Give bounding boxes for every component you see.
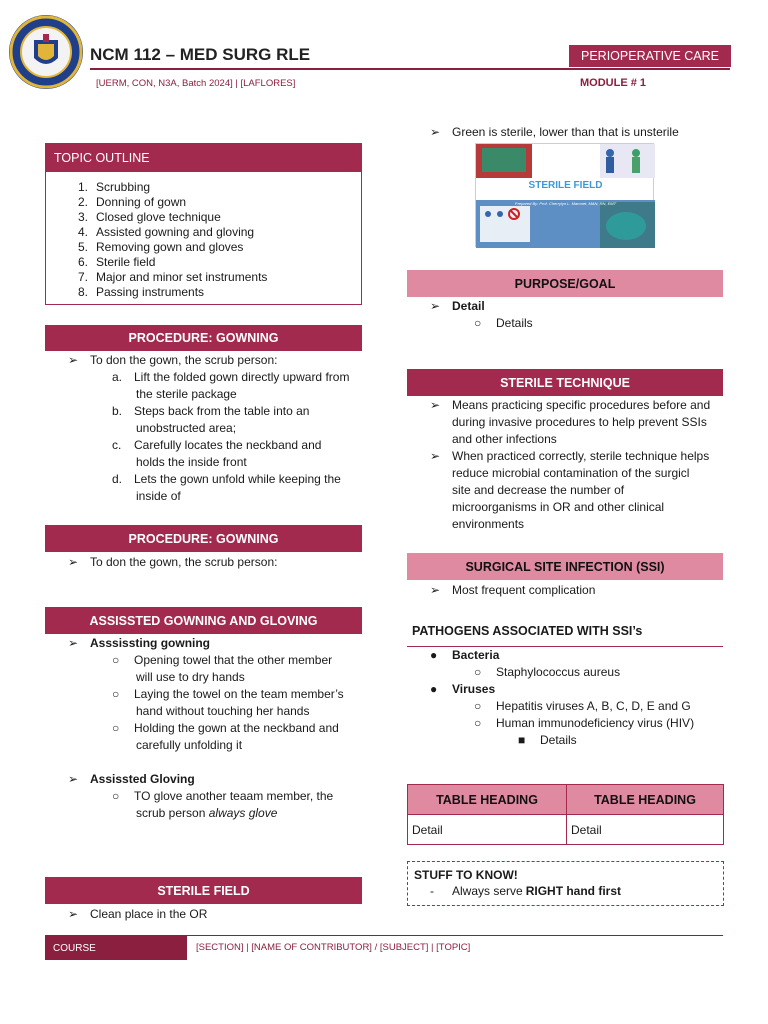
list-item: ■ Details — [518, 733, 577, 747]
arrow-bullet-icon: ➢ — [430, 125, 441, 139]
gowning-content: ➢ To don the gown, the scrub person: a. Lift the folded gown directly upward from the sterile package b. Steps back from the table into an unobstructed area; c. Carefully locates the neckband and holds the inside front d. Lets the gown unfold while keeping the inside of — [68, 352, 368, 505]
image-credit: Prepared By: Prof. Cherrylyn L. Maronet, MAN, RN, EMT — [514, 201, 617, 206]
arrow-bullet-icon: ➢ — [68, 353, 79, 367]
list-item: d. Lets the gown unfold while keeping the — [112, 472, 341, 486]
arrow-bullet-icon: ➢ — [430, 583, 441, 597]
topic-outline-heading: TOPIC OUTLINE — [46, 144, 361, 172]
gowning-intro: ➢ To don the gown, the scrub person: — [68, 555, 278, 569]
list-item: ○ Hepatitis viruses A, B, C, D, E and G — [474, 699, 691, 713]
list-item: b. Steps back from the table into an — [112, 404, 310, 418]
section-heading-gowning: PROCEDURE: GOWNING — [45, 525, 362, 552]
doc-title: NCM 112 – MED SURG RLE — [90, 45, 311, 64]
list-item: c. Carefully locates the neckband and — [112, 438, 322, 452]
list-item: ○ Holding the gown at the neckband and — [112, 721, 339, 735]
section-heading-sterile-field: STERILE FIELD — [45, 877, 362, 904]
list-item: a. Lift the folded gown directly upward from — [112, 370, 350, 384]
section-heading-ssi: SURGICAL SITE INFECTION (SSI) — [407, 553, 723, 580]
section-heading-technique: STERILE TECHNIQUE — [407, 369, 723, 396]
table-header: TABLE HEADING — [408, 785, 567, 815]
technique-content: ➢ Means practicing specific procedures before and during invasive procedures to help prevent SSIs and other infections ➢ When practiced correctly, sterile technique helps reduce microbial contamination of the surgicl site and decrease the number of microorganisms in OR and other clinical environments — [430, 398, 711, 531]
list-item: 1. Scrubbing — [77, 180, 151, 194]
ssi-item: ➢ Most frequent complication — [430, 583, 596, 597]
section-heading-purpose: PURPOSE/GOAL — [407, 270, 723, 297]
arrow-bullet-icon: ➢ — [68, 636, 79, 650]
arrow-bullet-icon: ➢ — [68, 907, 79, 921]
list-item: ○ Human immunodeficiency virus (HIV) — [474, 716, 695, 730]
arrow-bullet-icon: ➢ — [68, 772, 79, 786]
purpose-content: ➢ Detail ○ Details — [430, 299, 533, 330]
sterile-field-item: ➢ Clean place in the OR — [68, 907, 208, 921]
section-heading-assisted: ASSISSTED GOWNING AND GLOVING — [45, 607, 362, 634]
arrow-bullet-icon: ➢ — [68, 555, 79, 569]
section-heading-gowning: PROCEDURE: GOWNING — [45, 325, 362, 351]
topic-list — [46, 172, 361, 300]
table-cell: Detail — [567, 815, 724, 845]
list-item: ○ Opening towel that the other member — [112, 653, 333, 667]
list-item: ○ Laying the towel on the team member’s — [112, 687, 344, 701]
stuff-to-know-box: STUFF TO KNOW! - Always serve RIGHT hand first — [407, 861, 724, 906]
list-item: 3. Closed glove technique — [77, 210, 221, 224]
detail-table — [407, 784, 724, 845]
table-cell: Detail — [408, 815, 567, 845]
doc-subtitle: [UERM, CON, N3A, Batch 2024] | [LAFLORES] — [96, 78, 296, 89]
footer-text: [SECTION] | [NAME OF CONTRIBUTOR] / [SUBJECT] | [TOPIC] — [196, 942, 471, 953]
pathogens-content: ● Bacteria ○ Staphylococcus aureus ● Viruses ○ Hepatitis viruses A, B, C, D, E and G ○ Human immunodeficiency virus (HIV) ■ Details — [430, 647, 730, 749]
pathogens-heading: PATHOGENS ASSOCIATED WITH SSI’s — [412, 624, 643, 638]
list-item: ○ TO glove another teaam member, the — [112, 789, 334, 803]
assisted-content: ➢ Asssissting gowning ○ Opening towel that the other member will use to dry hands ○ Laying the towel on the team member’s hand without touching her hands ○ Holding the gown at the neckband and carefully unfolding it ➢ Assissted Gloving ○ TO glove another teaam member, the scrub person always glove — [68, 635, 368, 822]
list-item: ○ Staphylococcus aureus — [474, 665, 621, 679]
list-item: 5. Removing gown and gloves — [77, 240, 244, 254]
arrow-bullet-icon: ➢ — [430, 398, 441, 412]
list-item: 6. Sterile field — [77, 255, 156, 269]
green-note: ➢ Green is sterile, lower than that is unsterile — [430, 125, 679, 139]
arrow-bullet-icon: ➢ — [430, 449, 441, 463]
list-item: ○ Details — [474, 316, 533, 330]
arrow-bullet-icon: ➢ — [430, 299, 441, 313]
footer-course: COURSE — [45, 936, 187, 960]
list-item: 2. Donning of gown — [77, 195, 187, 209]
stuff-to-know-title: STUFF TO KNOW! — [414, 868, 518, 882]
list-item: 4. Assisted gowning and gloving — [77, 225, 255, 239]
list-item: 7. Major and minor set instruments — [77, 270, 268, 284]
module-number: MODULE # 1 — [580, 77, 647, 89]
image-caption: STERILE FIELD — [528, 180, 603, 191]
header-rule — [90, 68, 730, 70]
chapter-tag: PERIOPERATIVE CARE — [569, 45, 731, 67]
topic-outline-box — [45, 143, 362, 305]
college-logo — [8, 14, 84, 90]
table-header: TABLE HEADING — [567, 785, 724, 815]
list-item: 8. Passing instruments — [77, 285, 205, 299]
sterile-field-image — [475, 143, 654, 247]
